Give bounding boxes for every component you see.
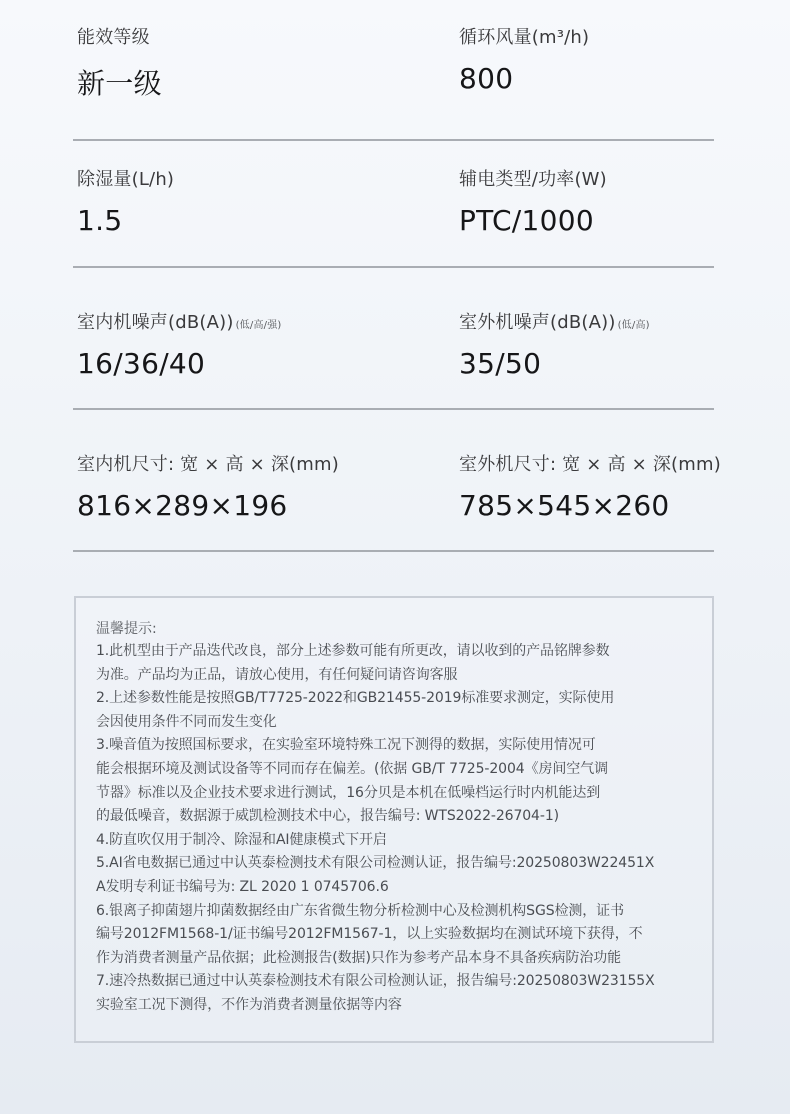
spec-row-noise [73,268,714,410]
notice-line: 1.此机型由于产品迭代改良，部分上述参数可能有所更改，请以收到的产品铭牌参数 [96,643,610,659]
spec-value: 1.5 [77,204,123,237]
spec-value: 16/36/40 [77,347,206,380]
notice-line: 的最低噪音，数据源于威凯检测技术中心，报告编号: WTS2022-26704-1) [96,808,559,825]
spec-label: 室外机尺寸: 宽 × 高 × 深(mm) [459,454,721,475]
spec-value: 新一级 [77,67,162,100]
spec-label: 除湿量(L/h) [77,169,175,190]
spec-label: 辅电类型/功率(W) [459,169,607,190]
notice-line: 能会根据环境及测试设备等不同而存在偏差。(依据 GB/T 7725-2004《房间空气调 [96,760,608,777]
notice-line: A发明专利证书编号为: ZL 2020 1 0745706.6 [96,878,389,895]
spec-label: 循环风量(m³/h) [459,27,590,48]
spec-value: 816×289×196 [77,489,288,522]
spec-label: 室内机噪声(dB(A)) (低/高/强) [77,312,282,333]
notice-body [96,640,716,1018]
spec-row-dehumidify [73,126,714,268]
notice-line: 5.AI省电数据已通过中认英泰检测技术有限公司检测认证，报告编号:20250803W22451X [96,855,655,872]
notice-title: 温馨提示: [96,621,157,637]
notice-line: 节器》标准以及企业技术要求进行测试，16分贝是本机在低噪档运行时内机能达到 [96,784,601,801]
notice-line: 3.噪音值为按照国标要求，在实验室环境特殊工况下测得的数据，实际使用情况可 [96,737,596,754]
spec-value: 800 [459,62,514,95]
notice-line: 4.防直吹仅用于制冷、除湿和AI健康模式下开启 [96,831,387,848]
notice-line: 作为消费者测量产品依据；此检测报告(数据)只作为参考产品本身不具备疾病防治功能 [96,949,622,966]
notice-line: 会因使用条件不同而发生变化 [96,713,277,730]
notice-line: 编号2012FM1568-1/证书编号2012FM1567-1，以上实验数据均在测试环境下获得，不 [96,926,643,943]
spec-value: PTC/1000 [459,204,594,237]
spec-row-energy [73,0,714,141]
notice-line: 2.上述参数性能是按照GB/T7725-2022和GB21455-2019标准要求测定，实际使用 [96,690,615,707]
spec-label: 能效等级 [77,27,150,48]
notice-line: 实验室工况下测得，不作为消费者测量依据等内容 [96,996,402,1013]
notice-line: 7.速冷热数据已通过中认英泰检测技术有限公司检测认证，报告编号:20250803W23155X [96,973,655,990]
spec-value: 785×545×260 [459,489,670,522]
spec-label: 室外机噪声(dB(A)) (低/高) [459,312,650,333]
spec-row-dimensions [73,410,721,552]
notice-box [74,596,714,1043]
notice-line: 为准。产品均为正品，请放心使用，有任何疑问请咨询客服 [96,666,458,683]
spec-value: 35/50 [459,347,542,380]
spec-label: 室内机尺寸: 宽 × 高 × 深(mm) [77,454,339,475]
notice-line: 6.银离子抑菌翅片抑菌数据经由广东省微生物分析检测中心及检测机构SGS检测，证书 [96,902,624,919]
